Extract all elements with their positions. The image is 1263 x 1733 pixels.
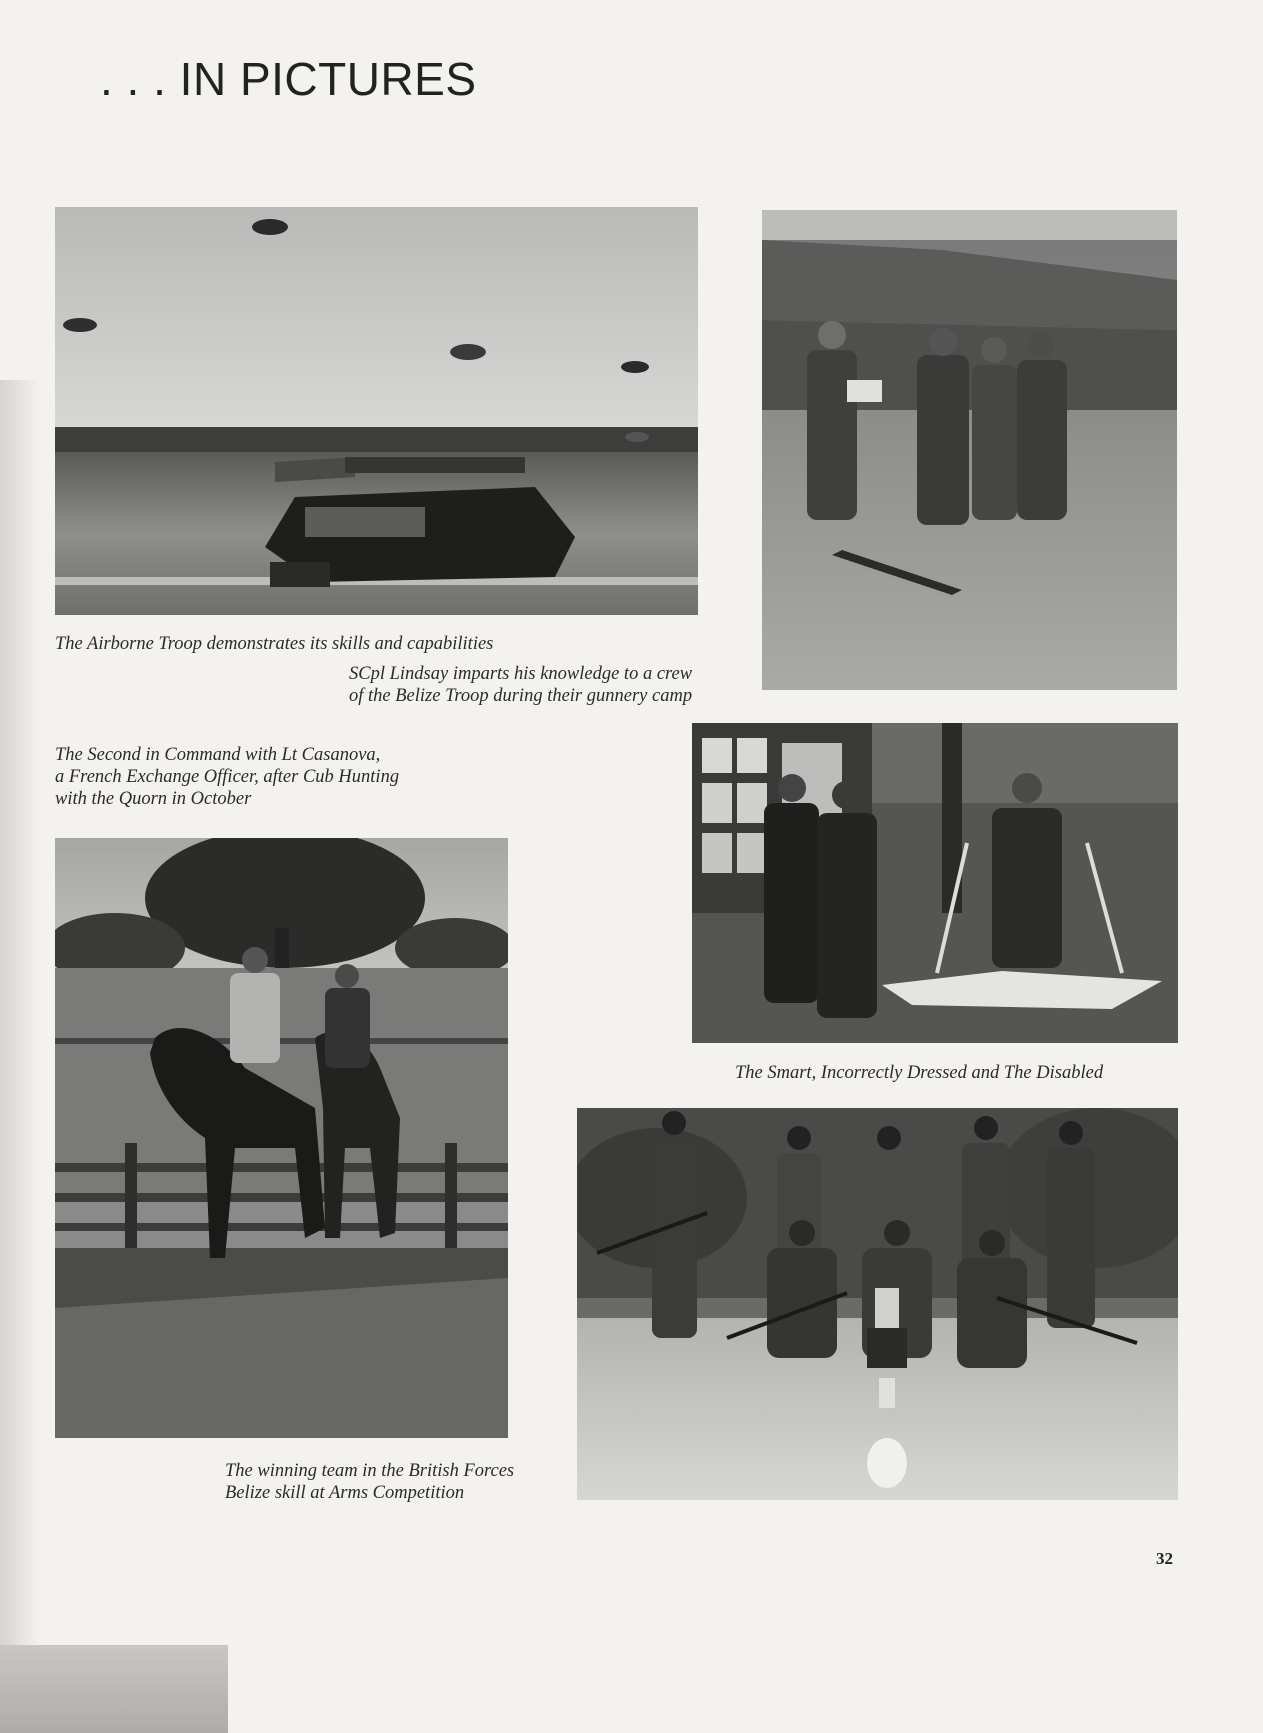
photo-smart-incorrectly-dressed <box>692 723 1178 1043</box>
caption-skill-line-2: Belize skill at Arms Competition <box>225 1483 465 1503</box>
caption-hunting-line-2: a French Exchange Officer, after Cub Hunting <box>55 767 400 787</box>
caption-gunnery-line-2: of the Belize Troop during their gunnery camp <box>349 686 693 706</box>
caption-airborne-troop: The Airborne Troop demonstrates its skills and capabilities <box>55 634 494 654</box>
photo-gunnery-camp <box>762 210 1177 690</box>
photo-cub-hunting <box>55 838 508 1438</box>
page-title: . . . IN PICTURES <box>100 53 477 105</box>
photo-airborne-troop <box>55 207 698 615</box>
photo-skill-at-arms-team <box>577 1108 1178 1500</box>
caption-hunting-line-3: with the Quorn in October <box>55 789 252 809</box>
caption-gunnery-line-1: SCpl Lindsay imparts his knowledge to a crew <box>349 664 693 684</box>
caption-cub-hunting <box>55 744 399 810</box>
caption-skill-line-1: The winning team in the British Forces <box>225 1461 515 1481</box>
caption-gunnery-camp <box>349 663 692 707</box>
page-number: 32 <box>1156 1549 1173 1568</box>
caption-skill-at-arms-team <box>225 1460 514 1504</box>
caption-smart-incorrectly-dressed: The Smart, Incorrectly Dressed and The Disabled <box>735 1063 1104 1083</box>
page-corner-shadow <box>0 1645 228 1733</box>
caption-hunting-line-1: The Second in Command with Lt Casanova, <box>55 745 381 765</box>
page-edge-shadow <box>0 380 40 1733</box>
